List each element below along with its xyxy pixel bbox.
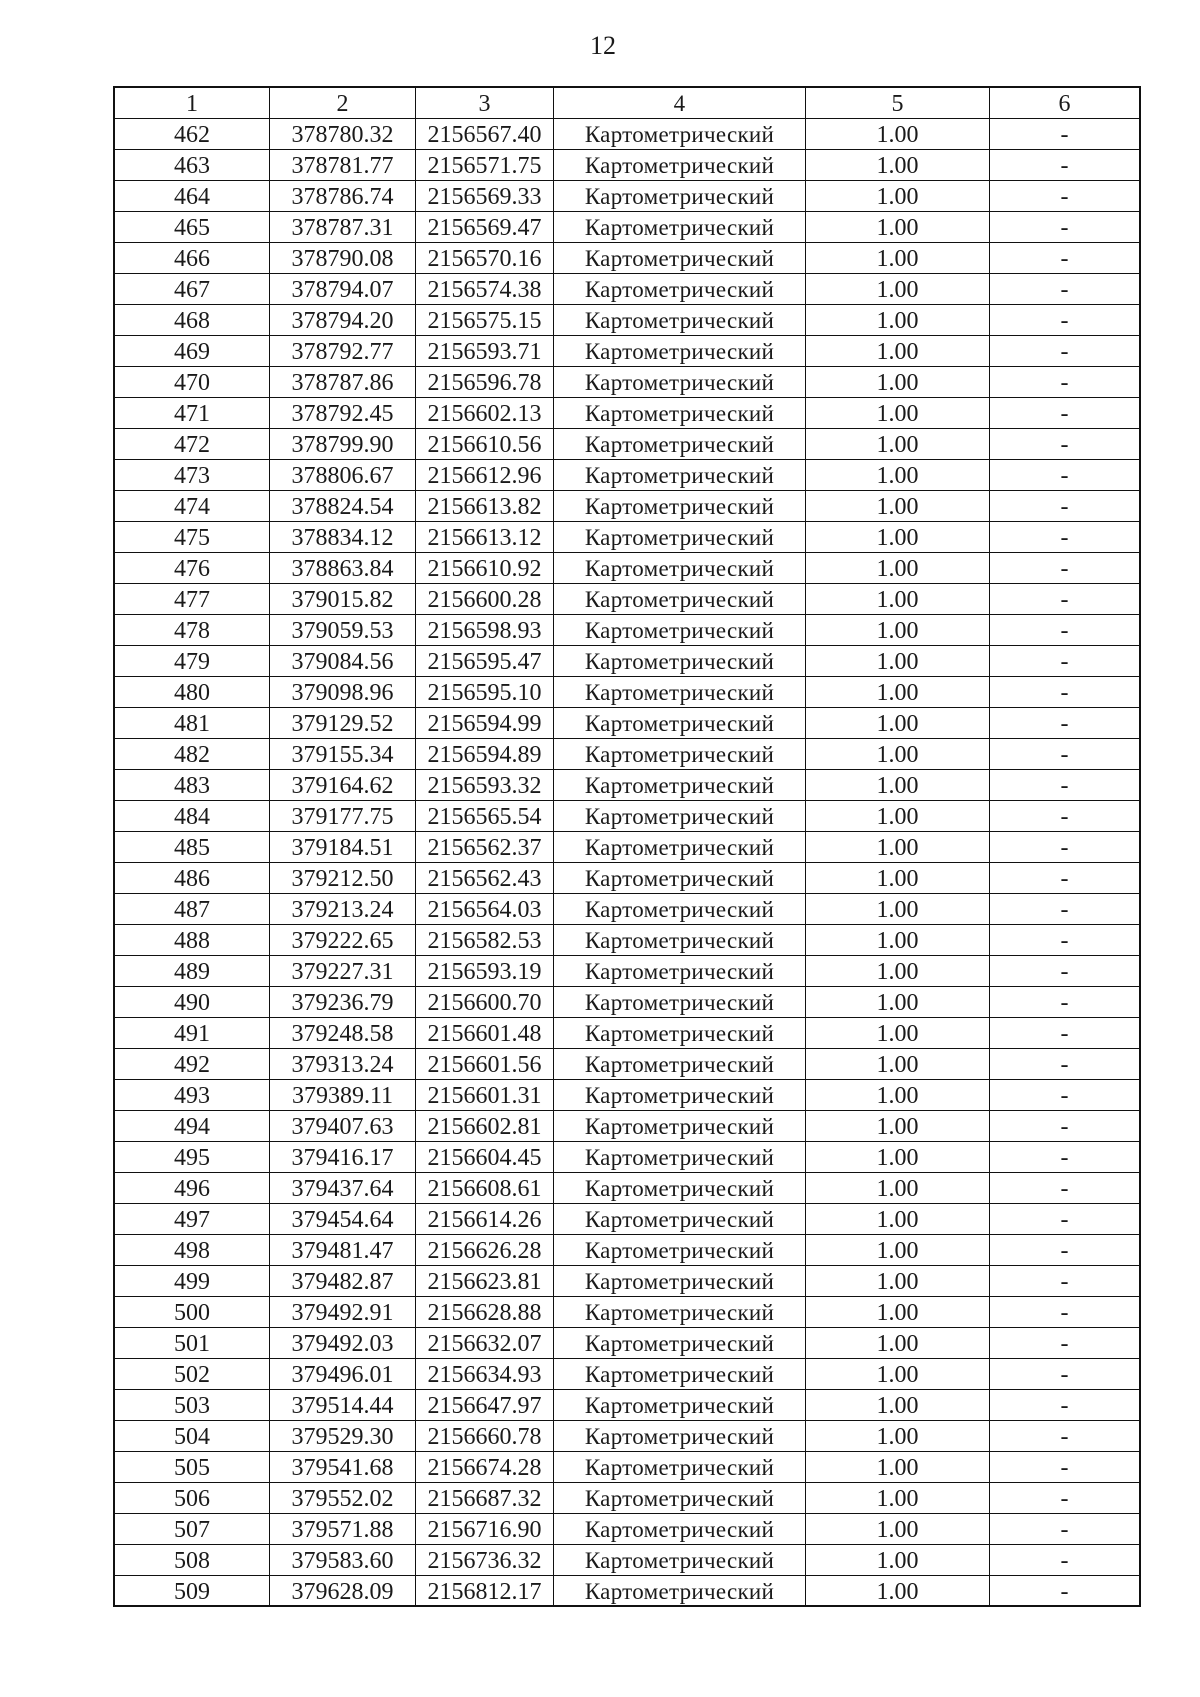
cell-col-3: 2156562.37 <box>416 832 554 863</box>
cell-col-5: 1.00 <box>806 739 990 770</box>
cell-col-4: Картометрический <box>554 1483 806 1514</box>
cell-col-6: - <box>990 1452 1141 1483</box>
cell-col-6: - <box>990 305 1141 336</box>
cell-col-1: 485 <box>115 832 270 863</box>
cell-col-5: 1.00 <box>806 708 990 739</box>
cell-col-5: 1.00 <box>806 305 990 336</box>
cell-col-3: 2156600.28 <box>416 584 554 615</box>
cell-col-4: Картометрический <box>554 677 806 708</box>
cell-col-5: 1.00 <box>806 1545 990 1576</box>
cell-col-2: 379059.53 <box>270 615 416 646</box>
cell-col-1: 501 <box>115 1328 270 1359</box>
cell-col-6: - <box>990 1421 1141 1452</box>
cell-col-3: 2156613.82 <box>416 491 554 522</box>
cell-col-3: 2156602.81 <box>416 1111 554 1142</box>
cell-col-2: 379213.24 <box>270 894 416 925</box>
cell-col-6: - <box>990 1204 1141 1235</box>
cell-col-5: 1.00 <box>806 1266 990 1297</box>
cell-col-1: 484 <box>115 801 270 832</box>
cell-col-5: 1.00 <box>806 1173 990 1204</box>
cell-col-5: 1.00 <box>806 894 990 925</box>
cell-col-6: - <box>990 1514 1141 1545</box>
cell-col-2: 379015.82 <box>270 584 416 615</box>
cell-col-1: 479 <box>115 646 270 677</box>
cell-col-4: Картометрический <box>554 832 806 863</box>
cell-col-1: 473 <box>115 460 270 491</box>
cell-col-1: 495 <box>115 1142 270 1173</box>
cell-col-2: 379571.88 <box>270 1514 416 1545</box>
cell-col-4: Картометрический <box>554 1018 806 1049</box>
cell-col-3: 2156594.89 <box>416 739 554 770</box>
cell-col-3: 2156569.33 <box>416 181 554 212</box>
cell-col-3: 2156687.32 <box>416 1483 554 1514</box>
cell-col-6: - <box>990 615 1141 646</box>
cell-col-1: 500 <box>115 1297 270 1328</box>
cell-col-3: 2156569.47 <box>416 212 554 243</box>
cell-col-1: 503 <box>115 1390 270 1421</box>
cell-col-1: 506 <box>115 1483 270 1514</box>
cell-col-6: - <box>990 925 1141 956</box>
cell-col-6: - <box>990 274 1141 305</box>
cell-col-5: 1.00 <box>806 460 990 491</box>
cell-col-1: 472 <box>115 429 270 460</box>
cell-col-3: 2156595.47 <box>416 646 554 677</box>
cell-col-5: 1.00 <box>806 1142 990 1173</box>
cell-col-3: 2156634.93 <box>416 1359 554 1390</box>
cell-col-5: 1.00 <box>806 429 990 460</box>
cell-col-4: Картометрический <box>554 1390 806 1421</box>
cell-col-6: - <box>990 1235 1141 1266</box>
cell-col-5: 1.00 <box>806 491 990 522</box>
cell-col-3: 2156574.38 <box>416 274 554 305</box>
cell-col-6: - <box>990 1142 1141 1173</box>
cell-col-3: 2156660.78 <box>416 1421 554 1452</box>
cell-col-5: 1.00 <box>806 1576 990 1607</box>
cell-col-3: 2156610.92 <box>416 553 554 584</box>
cell-col-3: 2156565.54 <box>416 801 554 832</box>
cell-col-5: 1.00 <box>806 584 990 615</box>
cell-col-4: Картометрический <box>554 1266 806 1297</box>
cell-col-2: 379496.01 <box>270 1359 416 1390</box>
column-header-1: 1 <box>115 88 270 119</box>
cell-col-6: - <box>990 460 1141 491</box>
cell-col-2: 379155.34 <box>270 739 416 770</box>
cell-col-2: 379212.50 <box>270 863 416 894</box>
cell-col-4: Картометрический <box>554 708 806 739</box>
cell-col-3: 2156674.28 <box>416 1452 554 1483</box>
cell-col-2: 378824.54 <box>270 491 416 522</box>
cell-col-6: - <box>990 243 1141 274</box>
cell-col-5: 1.00 <box>806 243 990 274</box>
data-table <box>113 86 1141 1607</box>
cell-col-2: 379098.96 <box>270 677 416 708</box>
cell-col-5: 1.00 <box>806 1049 990 1080</box>
cell-col-4: Картометрический <box>554 336 806 367</box>
cell-col-3: 2156570.16 <box>416 243 554 274</box>
cell-col-4: Картометрический <box>554 739 806 770</box>
cell-col-4: Картометрический <box>554 367 806 398</box>
cell-col-6: - <box>990 522 1141 553</box>
cell-col-1: 474 <box>115 491 270 522</box>
cell-col-2: 378792.77 <box>270 336 416 367</box>
cell-col-3: 2156716.90 <box>416 1514 554 1545</box>
cell-col-2: 378790.08 <box>270 243 416 274</box>
cell-col-5: 1.00 <box>806 1514 990 1545</box>
cell-col-5: 1.00 <box>806 615 990 646</box>
cell-col-2: 379552.02 <box>270 1483 416 1514</box>
cell-col-3: 2156602.13 <box>416 398 554 429</box>
cell-col-4: Картометрический <box>554 212 806 243</box>
cell-col-1: 462 <box>115 119 270 150</box>
cell-col-2: 379236.79 <box>270 987 416 1018</box>
cell-col-3: 2156647.97 <box>416 1390 554 1421</box>
cell-col-6: - <box>990 491 1141 522</box>
cell-col-1: 471 <box>115 398 270 429</box>
cell-col-1: 475 <box>115 522 270 553</box>
cell-col-5: 1.00 <box>806 1018 990 1049</box>
cell-col-1: 488 <box>115 925 270 956</box>
cell-col-4: Картометрический <box>554 1235 806 1266</box>
cell-col-2: 378834.12 <box>270 522 416 553</box>
cell-col-1: 483 <box>115 770 270 801</box>
cell-col-5: 1.00 <box>806 832 990 863</box>
cell-col-4: Картометрический <box>554 925 806 956</box>
cell-col-6: - <box>990 677 1141 708</box>
cell-col-3: 2156575.15 <box>416 305 554 336</box>
cell-col-5: 1.00 <box>806 646 990 677</box>
cell-col-6: - <box>990 708 1141 739</box>
cell-col-1: 486 <box>115 863 270 894</box>
cell-col-3: 2156582.53 <box>416 925 554 956</box>
cell-col-2: 379407.63 <box>270 1111 416 1142</box>
cell-col-4: Картометрический <box>554 1080 806 1111</box>
cell-col-6: - <box>990 584 1141 615</box>
cell-col-6: - <box>990 770 1141 801</box>
cell-col-3: 2156571.75 <box>416 150 554 181</box>
cell-col-6: - <box>990 212 1141 243</box>
cell-col-3: 2156626.28 <box>416 1235 554 1266</box>
cell-col-3: 2156623.81 <box>416 1266 554 1297</box>
cell-col-4: Картометрический <box>554 584 806 615</box>
cell-col-4: Картометрический <box>554 615 806 646</box>
cell-col-1: 492 <box>115 1049 270 1080</box>
cell-col-2: 379583.60 <box>270 1545 416 1576</box>
cell-col-4: Картометрический <box>554 553 806 584</box>
cell-col-3: 2156736.32 <box>416 1545 554 1576</box>
page-number: 12 <box>590 31 616 60</box>
cell-col-1: 467 <box>115 274 270 305</box>
column-header-2: 2 <box>270 88 416 119</box>
cell-col-5: 1.00 <box>806 398 990 429</box>
cell-col-2: 379541.68 <box>270 1452 416 1483</box>
cell-col-2: 379164.62 <box>270 770 416 801</box>
cell-col-3: 2156564.03 <box>416 894 554 925</box>
cell-col-5: 1.00 <box>806 770 990 801</box>
cell-col-3: 2156567.40 <box>416 119 554 150</box>
cell-col-2: 378781.77 <box>270 150 416 181</box>
cell-col-6: - <box>990 1483 1141 1514</box>
cell-col-1: 502 <box>115 1359 270 1390</box>
cell-col-1: 469 <box>115 336 270 367</box>
cell-col-6: - <box>990 646 1141 677</box>
cell-col-2: 378794.07 <box>270 274 416 305</box>
cell-col-2: 379482.87 <box>270 1266 416 1297</box>
cell-col-2: 378799.90 <box>270 429 416 460</box>
cell-col-2: 379227.31 <box>270 956 416 987</box>
cell-col-5: 1.00 <box>806 677 990 708</box>
cell-col-3: 2156614.26 <box>416 1204 554 1235</box>
cell-col-2: 379389.11 <box>270 1080 416 1111</box>
cell-col-6: - <box>990 739 1141 770</box>
cell-col-1: 477 <box>115 584 270 615</box>
cell-col-2: 379416.17 <box>270 1142 416 1173</box>
cell-col-3: 2156594.99 <box>416 708 554 739</box>
cell-col-1: 494 <box>115 1111 270 1142</box>
cell-col-6: - <box>990 832 1141 863</box>
cell-col-1: 499 <box>115 1266 270 1297</box>
cell-col-6: - <box>990 1328 1141 1359</box>
cell-col-1: 490 <box>115 987 270 1018</box>
cell-col-1: 507 <box>115 1514 270 1545</box>
cell-col-2: 378863.84 <box>270 553 416 584</box>
cell-col-4: Картометрический <box>554 1545 806 1576</box>
column-header-3: 3 <box>416 88 554 119</box>
cell-col-5: 1.00 <box>806 150 990 181</box>
cell-col-5: 1.00 <box>806 1297 990 1328</box>
cell-col-6: - <box>990 1390 1141 1421</box>
cell-col-6: - <box>990 398 1141 429</box>
cell-col-5: 1.00 <box>806 1359 990 1390</box>
cell-col-4: Картометрический <box>554 1421 806 1452</box>
cell-col-6: - <box>990 801 1141 832</box>
cell-col-1: 508 <box>115 1545 270 1576</box>
cell-col-6: - <box>990 956 1141 987</box>
cell-col-2: 378786.74 <box>270 181 416 212</box>
cell-col-5: 1.00 <box>806 119 990 150</box>
cell-col-4: Картометрический <box>554 956 806 987</box>
cell-col-4: Картометрический <box>554 863 806 894</box>
cell-col-5: 1.00 <box>806 522 990 553</box>
cell-col-5: 1.00 <box>806 1080 990 1111</box>
cell-col-2: 378787.31 <box>270 212 416 243</box>
cell-col-4: Картометрический <box>554 770 806 801</box>
cell-col-4: Картометрический <box>554 119 806 150</box>
cell-col-3: 2156601.31 <box>416 1080 554 1111</box>
cell-col-4: Картометрический <box>554 1452 806 1483</box>
cell-col-4: Картометрический <box>554 1204 806 1235</box>
cell-col-1: 476 <box>115 553 270 584</box>
column-header-5: 5 <box>806 88 990 119</box>
column-header-4: 4 <box>554 88 806 119</box>
cell-col-4: Картометрический <box>554 1328 806 1359</box>
cell-col-3: 2156604.45 <box>416 1142 554 1173</box>
cell-col-5: 1.00 <box>806 956 990 987</box>
cell-col-6: - <box>990 553 1141 584</box>
cell-col-6: - <box>990 894 1141 925</box>
cell-col-3: 2156610.56 <box>416 429 554 460</box>
cell-col-1: 463 <box>115 150 270 181</box>
cell-col-5: 1.00 <box>806 1483 990 1514</box>
cell-col-5: 1.00 <box>806 553 990 584</box>
cell-col-5: 1.00 <box>806 1421 990 1452</box>
cell-col-1: 470 <box>115 367 270 398</box>
cell-col-5: 1.00 <box>806 1235 990 1266</box>
cell-col-5: 1.00 <box>806 274 990 305</box>
cell-col-5: 1.00 <box>806 336 990 367</box>
cell-col-4: Картометрический <box>554 987 806 1018</box>
cell-col-6: - <box>990 1111 1141 1142</box>
cell-col-2: 379313.24 <box>270 1049 416 1080</box>
cell-col-4: Картометрический <box>554 243 806 274</box>
cell-col-1: 493 <box>115 1080 270 1111</box>
cell-col-4: Картометрический <box>554 150 806 181</box>
cell-col-3: 2156600.70 <box>416 987 554 1018</box>
cell-col-1: 487 <box>115 894 270 925</box>
cell-col-6: - <box>990 1018 1141 1049</box>
cell-col-5: 1.00 <box>806 367 990 398</box>
cell-col-6: - <box>990 181 1141 212</box>
cell-col-5: 1.00 <box>806 1111 990 1142</box>
cell-col-2: 379492.03 <box>270 1328 416 1359</box>
cell-col-3: 2156562.43 <box>416 863 554 894</box>
cell-col-6: - <box>990 336 1141 367</box>
cell-col-4: Картометрический <box>554 1173 806 1204</box>
cell-col-6: - <box>990 1359 1141 1390</box>
cell-col-4: Картометрический <box>554 1359 806 1390</box>
cell-col-4: Картометрический <box>554 1142 806 1173</box>
cell-col-6: - <box>990 1049 1141 1080</box>
cell-col-6: - <box>990 367 1141 398</box>
cell-col-4: Картометрический <box>554 460 806 491</box>
cell-col-5: 1.00 <box>806 801 990 832</box>
cell-col-2: 379454.64 <box>270 1204 416 1235</box>
cell-col-5: 1.00 <box>806 925 990 956</box>
cell-col-3: 2156601.48 <box>416 1018 554 1049</box>
cell-col-2: 378780.32 <box>270 119 416 150</box>
cell-col-6: - <box>990 863 1141 894</box>
cell-col-2: 379628.09 <box>270 1576 416 1607</box>
cell-col-3: 2156613.12 <box>416 522 554 553</box>
cell-col-2: 379129.52 <box>270 708 416 739</box>
cell-col-5: 1.00 <box>806 1204 990 1235</box>
cell-col-6: - <box>990 1545 1141 1576</box>
cell-col-2: 379248.58 <box>270 1018 416 1049</box>
cell-col-5: 1.00 <box>806 863 990 894</box>
cell-col-4: Картометрический <box>554 429 806 460</box>
cell-col-3: 2156608.61 <box>416 1173 554 1204</box>
cell-col-6: - <box>990 1297 1141 1328</box>
cell-col-4: Картометрический <box>554 1576 806 1607</box>
cell-col-4: Картометрический <box>554 305 806 336</box>
cell-col-2: 379222.65 <box>270 925 416 956</box>
cell-col-6: - <box>990 150 1141 181</box>
cell-col-1: 496 <box>115 1173 270 1204</box>
cell-col-4: Картометрический <box>554 894 806 925</box>
cell-col-4: Картометрический <box>554 181 806 212</box>
cell-col-2: 379084.56 <box>270 646 416 677</box>
cell-col-3: 2156593.71 <box>416 336 554 367</box>
cell-col-4: Картометрический <box>554 522 806 553</box>
cell-col-4: Картометрический <box>554 398 806 429</box>
cell-col-3: 2156595.10 <box>416 677 554 708</box>
cell-col-1: 505 <box>115 1452 270 1483</box>
cell-col-4: Картометрический <box>554 1514 806 1545</box>
cell-col-4: Картометрический <box>554 1111 806 1142</box>
cell-col-1: 489 <box>115 956 270 987</box>
cell-col-1: 478 <box>115 615 270 646</box>
cell-col-3: 2156612.96 <box>416 460 554 491</box>
cell-col-2: 379514.44 <box>270 1390 416 1421</box>
cell-col-6: - <box>990 429 1141 460</box>
cell-col-5: 1.00 <box>806 1328 990 1359</box>
cell-col-2: 379492.91 <box>270 1297 416 1328</box>
cell-col-3: 2156596.78 <box>416 367 554 398</box>
column-header-6: 6 <box>990 88 1141 119</box>
cell-col-1: 481 <box>115 708 270 739</box>
cell-col-4: Картометрический <box>554 1297 806 1328</box>
cell-col-4: Картометрический <box>554 1049 806 1080</box>
cell-col-2: 378806.67 <box>270 460 416 491</box>
cell-col-1: 465 <box>115 212 270 243</box>
cell-col-1: 504 <box>115 1421 270 1452</box>
cell-col-2: 378794.20 <box>270 305 416 336</box>
cell-col-3: 2156593.19 <box>416 956 554 987</box>
cell-col-4: Картометрический <box>554 274 806 305</box>
cell-col-2: 379529.30 <box>270 1421 416 1452</box>
cell-col-5: 1.00 <box>806 987 990 1018</box>
cell-col-1: 498 <box>115 1235 270 1266</box>
cell-col-2: 379177.75 <box>270 801 416 832</box>
cell-col-2: 378792.45 <box>270 398 416 429</box>
cell-col-5: 1.00 <box>806 1452 990 1483</box>
cell-col-2: 379184.51 <box>270 832 416 863</box>
cell-col-3: 2156812.17 <box>416 1576 554 1607</box>
cell-col-3: 2156598.93 <box>416 615 554 646</box>
cell-col-1: 491 <box>115 1018 270 1049</box>
cell-col-4: Картометрический <box>554 646 806 677</box>
cell-col-6: - <box>990 1173 1141 1204</box>
cell-col-3: 2156632.07 <box>416 1328 554 1359</box>
cell-col-1: 468 <box>115 305 270 336</box>
cell-col-6: - <box>990 119 1141 150</box>
cell-col-5: 1.00 <box>806 212 990 243</box>
cell-col-6: - <box>990 1266 1141 1297</box>
cell-col-4: Картометрический <box>554 801 806 832</box>
cell-col-3: 2156593.32 <box>416 770 554 801</box>
cell-col-1: 466 <box>115 243 270 274</box>
cell-col-6: - <box>990 1576 1141 1607</box>
cell-col-1: 509 <box>115 1576 270 1607</box>
cell-col-1: 482 <box>115 739 270 770</box>
cell-col-5: 1.00 <box>806 1390 990 1421</box>
cell-col-2: 379437.64 <box>270 1173 416 1204</box>
cell-col-1: 464 <box>115 181 270 212</box>
cell-col-3: 2156628.88 <box>416 1297 554 1328</box>
cell-col-2: 378787.86 <box>270 367 416 398</box>
cell-col-6: - <box>990 1080 1141 1111</box>
cell-col-1: 497 <box>115 1204 270 1235</box>
cell-col-2: 379481.47 <box>270 1235 416 1266</box>
cell-col-1: 480 <box>115 677 270 708</box>
cell-col-5: 1.00 <box>806 181 990 212</box>
cell-col-3: 2156601.56 <box>416 1049 554 1080</box>
cell-col-4: Картометрический <box>554 491 806 522</box>
cell-col-6: - <box>990 987 1141 1018</box>
